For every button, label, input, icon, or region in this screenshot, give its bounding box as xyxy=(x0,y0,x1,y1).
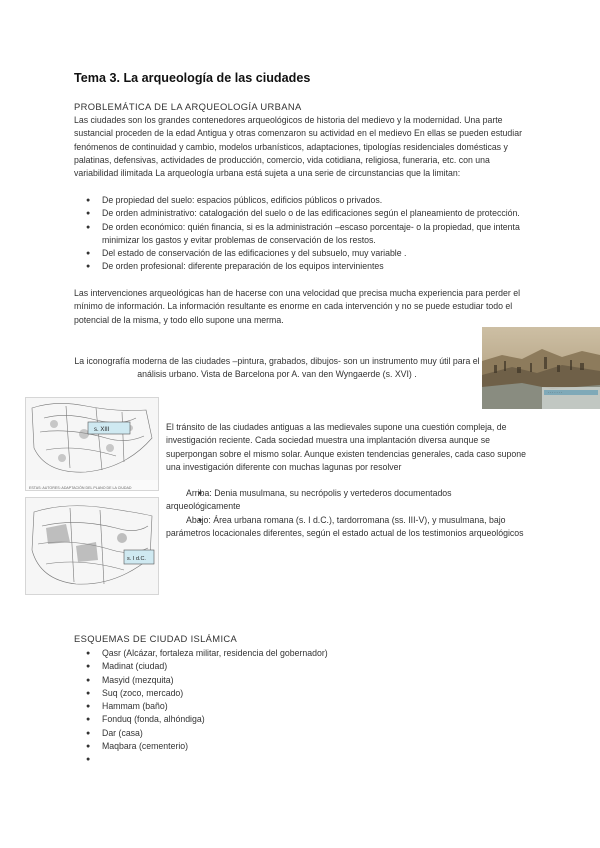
list-item: ● Masyid (mezquita) xyxy=(74,674,530,687)
list-item: ● De orden económico: quién financia, si es la administración –escaso porcentaje- o la propiedad, que intenta minimizar los gastos y evitar problemas de conservación de los restos. xyxy=(74,221,530,248)
list-item: ● Arriba: Denia musulmana, su necrópolis y vertederos documentados arqueológicamente xyxy=(166,487,528,514)
section-heading-esquemas: ESQUEMAS DE CIUDAD ISLÁMICA xyxy=(74,633,238,644)
area-urbana-romana-map xyxy=(25,497,159,595)
closing-paragraph: Las intervenciones arqueológicas han de hacerse con una velocidad que precisa mucha experiencia para perder el mínimo de información. La información resultante es enorme en cada intervención y no se puede estudiar todo el potencial de la misma, y todo ello supone una merma. xyxy=(74,288,521,325)
page-title: Tema 3. La arqueología de las ciudades xyxy=(74,71,311,85)
list-item: ● Maqbara (cementerio) xyxy=(74,740,530,753)
denia-musulmana-map xyxy=(25,397,159,491)
list-item: ● De propiedad del suelo: espacios públicos, edificios públicos o privados. xyxy=(74,194,530,207)
limitations-list xyxy=(74,194,530,274)
transition-paragraph: El tránsito de las ciudades antiguas a las medievales supone una cuestión compleja, de investigación reciente. Cada sociedad muestra una implantación diversa aunque se superpongan sobre el mismo solar. Aunque existen tendencias generales, cada caso supone una investigación diferente con muchas lagunas por resolver xyxy=(166,422,526,472)
list-item: ● Qasr (Alcázar, fortaleza militar, residencia del gobernador) xyxy=(74,647,530,660)
map-top-caption: ESTAS: AUTORES: ADAPTACIÓN DEL PLANO DE LA CIUDAD xyxy=(29,486,132,490)
maps-description-list xyxy=(166,487,528,540)
barcelona-view-image xyxy=(482,327,600,409)
list-item: ● Suq (zoco, mercado) xyxy=(74,687,530,700)
barcelona-caption: La iconografía moderna de las ciudades –pintura, grabados, dibujos- son un instrumento muy útil para el análisis urbano. Vista de Barcelona por A. van den Wyngaerde (s. XVI) . xyxy=(74,356,480,380)
list-item: ● Dar (casa) xyxy=(74,727,530,740)
list-item: ● Del estado de conservación de las edificaciones y del subsuelo, muy variable . xyxy=(74,247,530,260)
list-item: ● Hammam (baño) xyxy=(74,700,530,713)
list-item: ● Fonduq (fonda, alhóndiga) xyxy=(74,713,530,726)
svg-text:· · · · · · ·: · · · · · · · xyxy=(548,391,562,395)
list-item: ● De orden profesional: diferente preparación de los equipos intervinientes xyxy=(74,260,530,273)
list-item: ● Madinat (ciudad) xyxy=(74,660,530,673)
list-item: ● Abajo: Área urbana romana (s. I d.C.), tardorromana (ss. III-V), y musulmana, bajo parámetros locacionales diferentes, según el estado actual de los testimonios arqueológicos xyxy=(166,514,528,541)
intro-paragraph: Las ciudades son los grandes contenedores arqueológicos de historia del medievo y la modernidad. Una parte sustancial proceden de la edad Antigua y otras comenzaron su actividad en el medievo En ellas se pueden estudiar fenómenos de continuidad y cambio, modelos urbanísticos, adaptaciones, tipologías residenciales domésticas y palatinas, defensivas, actividades de producción, comercio, vida cotidiana, religiosa, funeraria, etc. con una variabilidad ilimitada La arqueología urbana está sujeta a una serie de circunstancias que la limitan: xyxy=(74,115,522,179)
section-heading-problematica: PROBLEMÁTICA DE LA ARQUEOLOGÍA URBANA xyxy=(74,101,302,112)
map-top-label: s. XIII xyxy=(94,427,110,433)
islamic-city-list xyxy=(74,647,530,767)
list-item: ● De orden administrativo: catalogación del suelo o de las edificaciones según el planeamiento de protección. xyxy=(74,207,530,220)
list-item xyxy=(74,753,530,766)
map-bottom-label: s. I d.C. xyxy=(127,556,146,562)
